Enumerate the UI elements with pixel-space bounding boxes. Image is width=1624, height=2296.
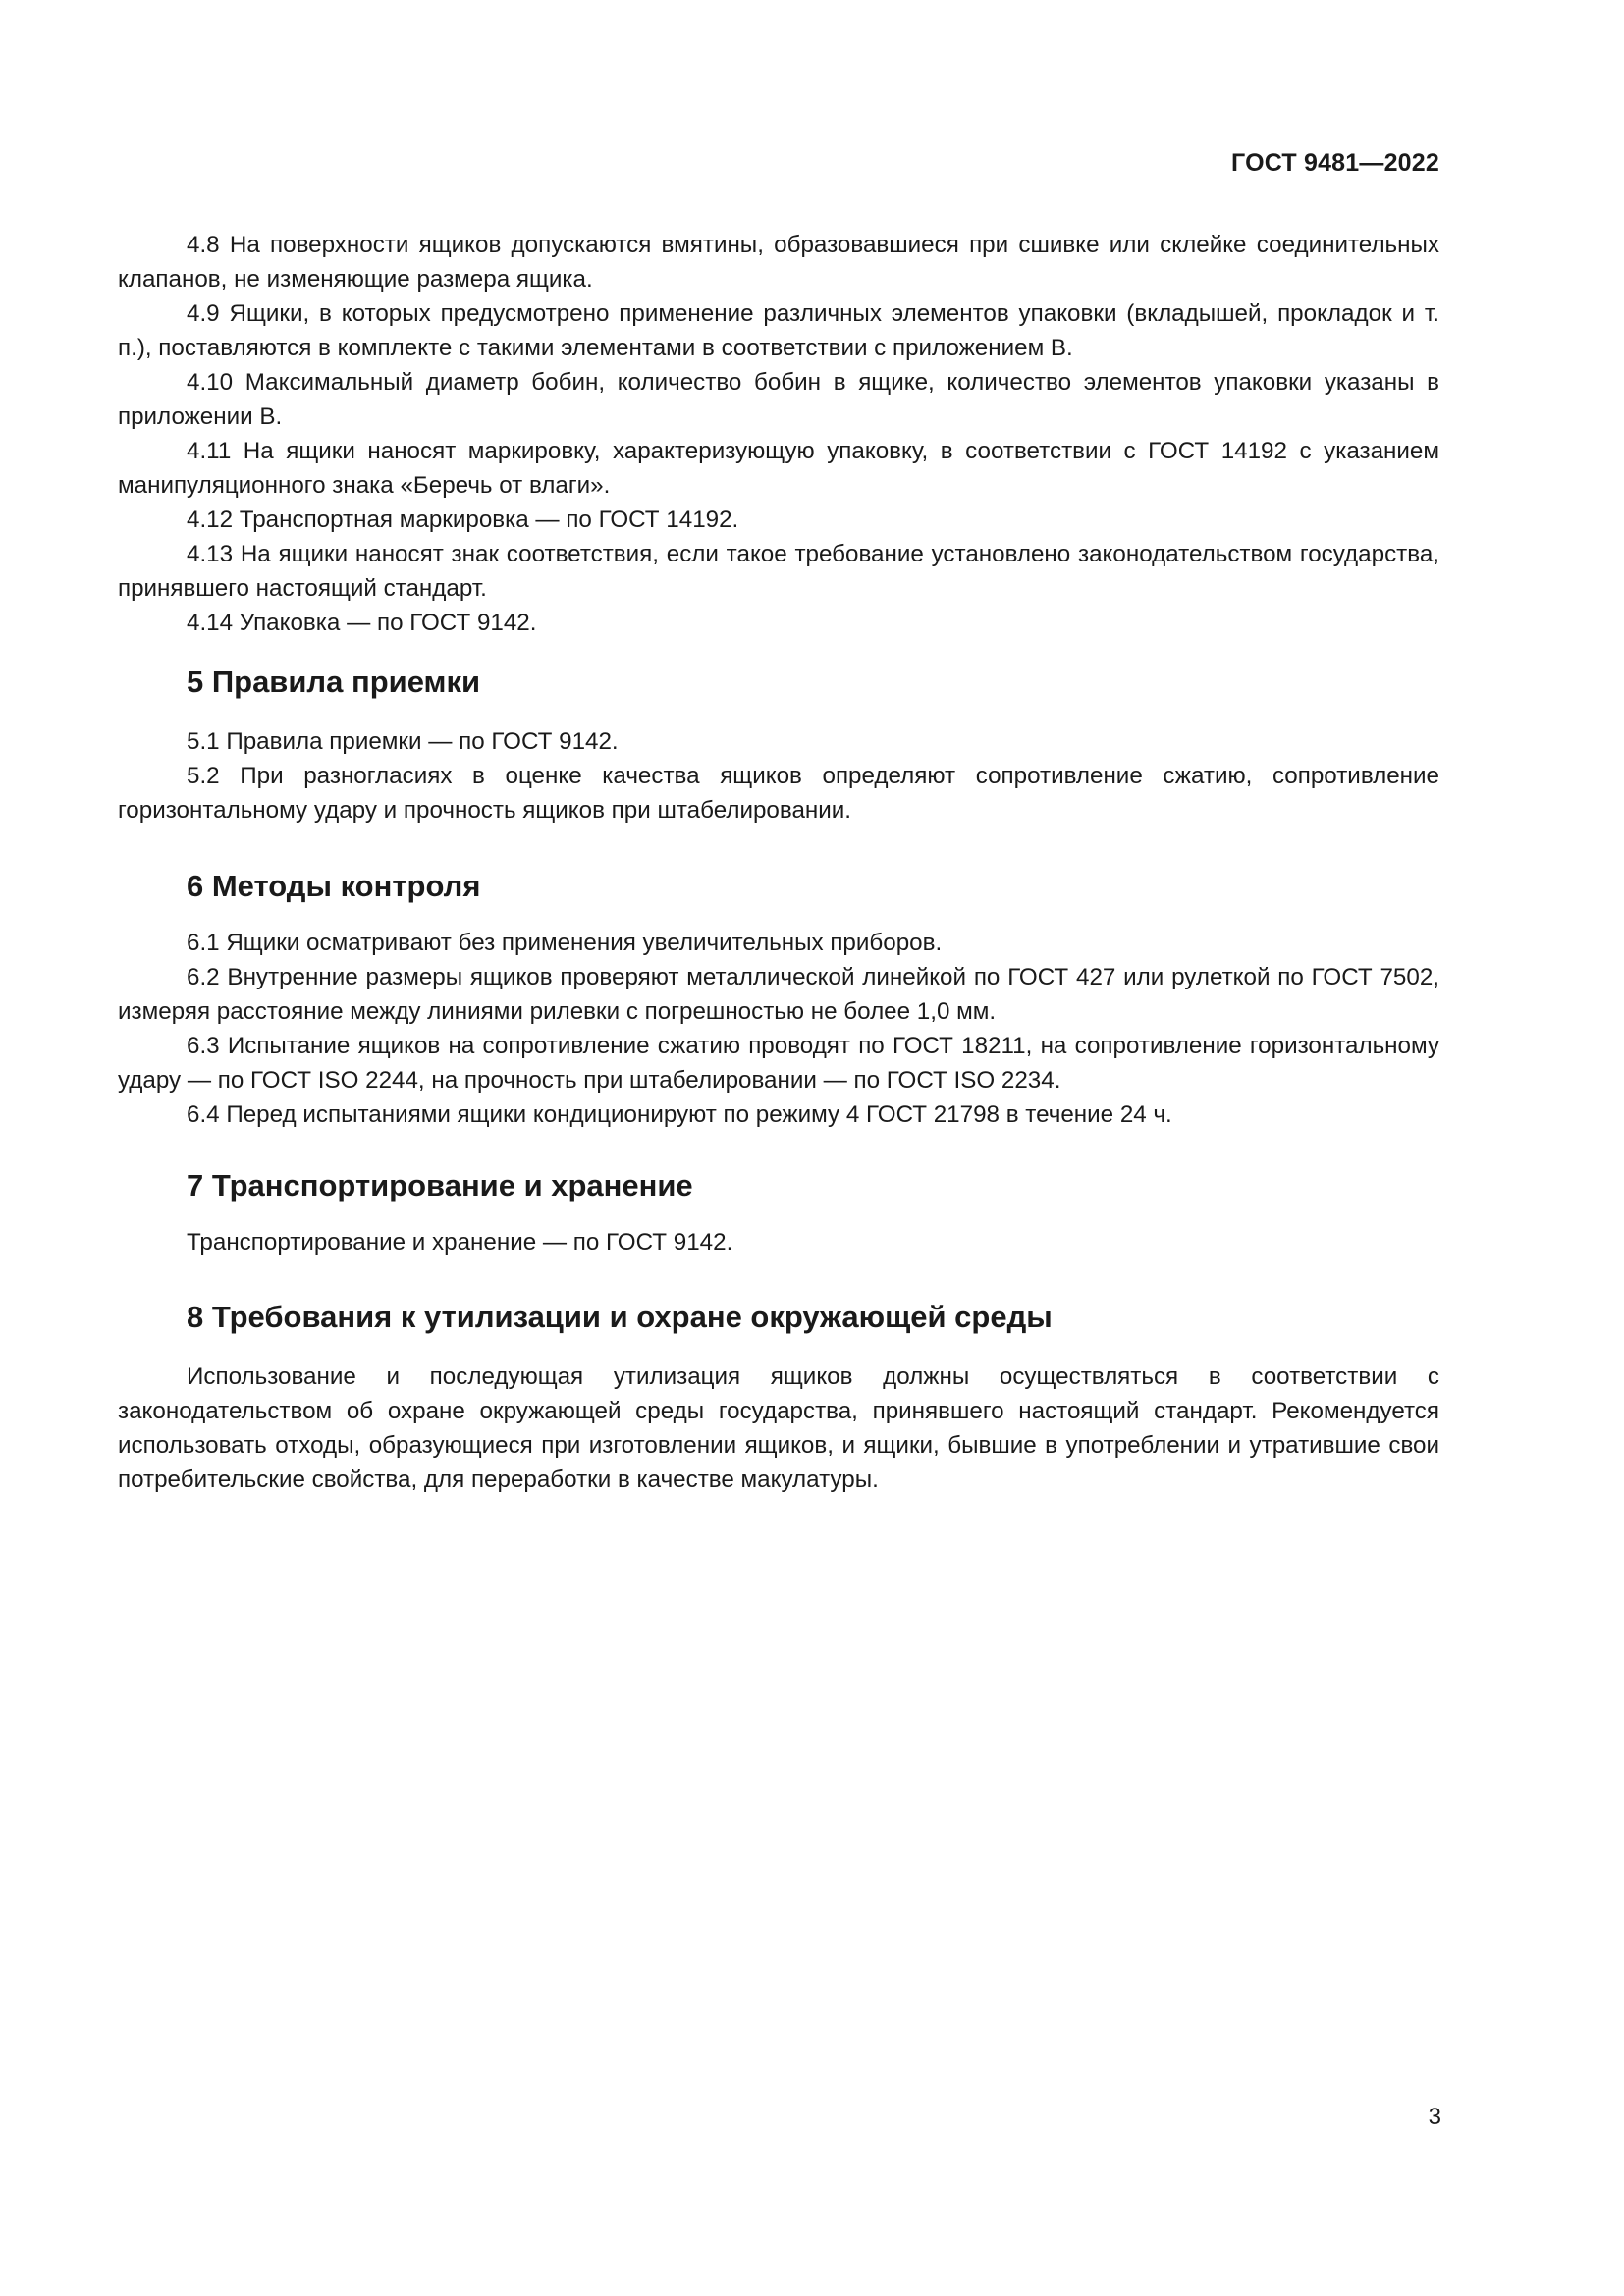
paragraph-7-text: Транспортирование и хранение — по ГОСТ 9142. bbox=[187, 1229, 733, 1255]
section-8-heading: 8 Требования к утилизации и охране окружающей среды bbox=[187, 1300, 1053, 1334]
paragraph-4-13: 4.13 На ящики наносят знак соответствия, если такое требование установлено законодательством государства, принявшего настоящий стандарт. bbox=[118, 541, 1439, 602]
section-7-heading: 7 Транспортирование и хранение bbox=[187, 1168, 693, 1202]
section-4-body bbox=[118, 228, 1439, 640]
section-8-body bbox=[118, 1360, 1439, 1497]
section-5-heading: 5 Правила приемки bbox=[187, 665, 481, 699]
paragraph-5-2: 5.2 При разногласиях в оценке качества ящиков определяют сопротивление сжатию, сопротивление горизонтальному удару и прочность ящиков при штабелировании. bbox=[118, 763, 1439, 824]
paragraph-4-8: 4.8 На поверхности ящиков допускаются вмятины, образовавшиеся при сшивке или склейке соединительных клапанов, не изменяющие размера ящика. bbox=[118, 232, 1439, 293]
paragraph-4-10: 4.10 Максимальный диаметр бобин, количество бобин в ящике, количество элементов упаковки указаны в приложении В. bbox=[118, 369, 1439, 430]
paragraph-4-12: 4.12 Транспортная маркировка — по ГОСТ 14192. bbox=[187, 507, 739, 533]
paragraph-8-text: Использование и последующая утилизация ящиков должны осуществляться в соответствии с законодательством об охране окружающей среды государства, принявшего настоящий стандарт. Рекомендуется использовать отходы, образующиеся при изготовлении ящиков, и ящики, бывшие в употреблении и утратившие свои потребительские свойства, для переработки в качестве макулатуры. bbox=[118, 1363, 1439, 1493]
section-6-heading: 6 Методы контроля bbox=[187, 869, 481, 903]
section-6-body bbox=[118, 926, 1439, 1132]
section-7-body bbox=[118, 1225, 1439, 1259]
paragraph-5-1: 5.1 Правила приемки — по ГОСТ 9142. bbox=[187, 728, 619, 755]
paragraph-6-2: 6.2 Внутренние размеры ящиков проверяют металлической линейкой по ГОСТ 427 или рулеткой по ГОСТ 7502, измеряя расстояние между линиями рилевки с погрешностью не более 1,0 мм. bbox=[118, 964, 1439, 1025]
paragraph-6-1: 6.1 Ящики осматривают без применения увеличительных приборов. bbox=[187, 930, 943, 956]
paragraph-4-14: 4.14 Упаковка — по ГОСТ 9142. bbox=[187, 610, 537, 636]
document-code-header: ГОСТ 9481—2022 bbox=[1231, 149, 1439, 177]
paragraph-4-9: 4.9 Ящики, в которых предусмотрено применение различных элементов упаковки (вкладышей, прокладок и т. п.), поставляются в комплекте с такими элементами в соответствии с приложением В. bbox=[118, 300, 1439, 361]
paragraph-4-11: 4.11 На ящики наносят маркировку, характеризующую упаковку, в соответствии с ГОСТ 14192 с указанием манипуляционного знака «Беречь от влаги». bbox=[118, 438, 1439, 499]
page-number: 3 bbox=[1428, 2104, 1441, 2130]
section-5-body bbox=[118, 724, 1439, 828]
paragraph-6-4: 6.4 Перед испытаниями ящики кондиционируют по режиму 4 ГОСТ 21798 в течение 24 ч. bbox=[187, 1101, 1172, 1128]
paragraph-6-3: 6.3 Испытание ящиков на сопротивление сжатию проводят по ГОСТ 18211, на сопротивление горизонтальному удару — по ГОСТ ISO 2244, на прочность при штабелировании — по ГОСТ ISO 2234. bbox=[118, 1033, 1439, 1094]
